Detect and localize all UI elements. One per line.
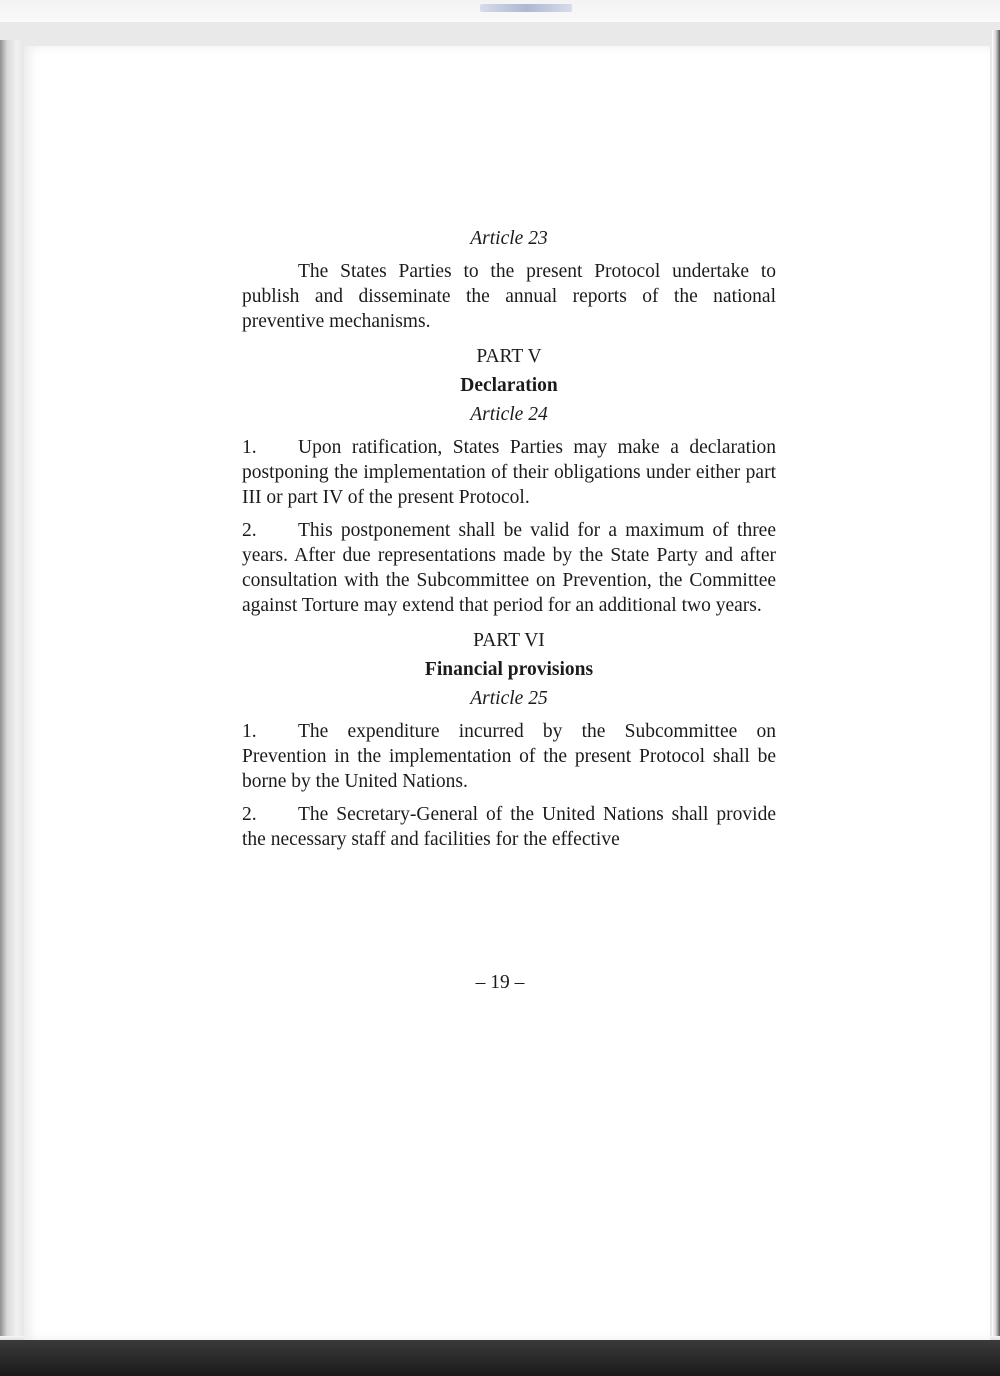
part-v-heading: PART V	[476, 346, 542, 367]
page-body	[242, 226, 776, 860]
article-25-paragraph-2	[242, 802, 776, 852]
part-vi-subheading: Financial provisions	[424, 659, 594, 680]
page-number: – 19 –	[475, 972, 525, 993]
paragraph-text: The expenditure incurred by the Subcommittee on Prevention in the implementation of the present Protocol shall be borne by the United Nations.	[242, 721, 776, 792]
part-v-subheading: Declaration	[460, 375, 558, 396]
paragraph-text: This postponement shall be valid for a maximum of three years. After due representations made by the State Party and after consultation with the Subcommittee on Prevention, the Committee against Torture may extend that period for an additional two years.	[242, 520, 776, 616]
article-23-title: Article 23	[470, 228, 548, 249]
article-23-text: The States Parties to the present Protocol undertake to publish and disseminate the annual reports of the national preventive mechanisms.	[242, 261, 776, 332]
paragraph-number: 2.	[242, 520, 257, 541]
scan-right-edge	[992, 30, 1000, 1350]
part-vi-heading: PART VI	[473, 630, 545, 651]
book-spine-shadow	[0, 40, 24, 1346]
scan-artifact	[480, 4, 572, 12]
paragraph-text: The Secretary-General of the United Nations shall provide the necessary staff and facilities for the effective	[242, 804, 776, 850]
paragraph-text: Upon ratification, States Parties may make a declaration postponing the implementation of their obligations under either part III or part IV of the present Protocol.	[242, 437, 776, 508]
scan-bottom-edge	[0, 1340, 1000, 1376]
article-24-paragraph-2	[242, 518, 776, 618]
paragraph-number: 1.	[242, 721, 257, 742]
article-24-paragraph-1	[242, 435, 776, 510]
scan-top-edge	[0, 0, 1000, 22]
article-25-paragraph-1	[242, 719, 776, 794]
paragraph-number: 2.	[242, 804, 257, 825]
paragraph-number: 1.	[242, 437, 257, 458]
article-25-title: Article 25	[470, 688, 548, 709]
article-24-title: Article 24	[470, 404, 548, 425]
